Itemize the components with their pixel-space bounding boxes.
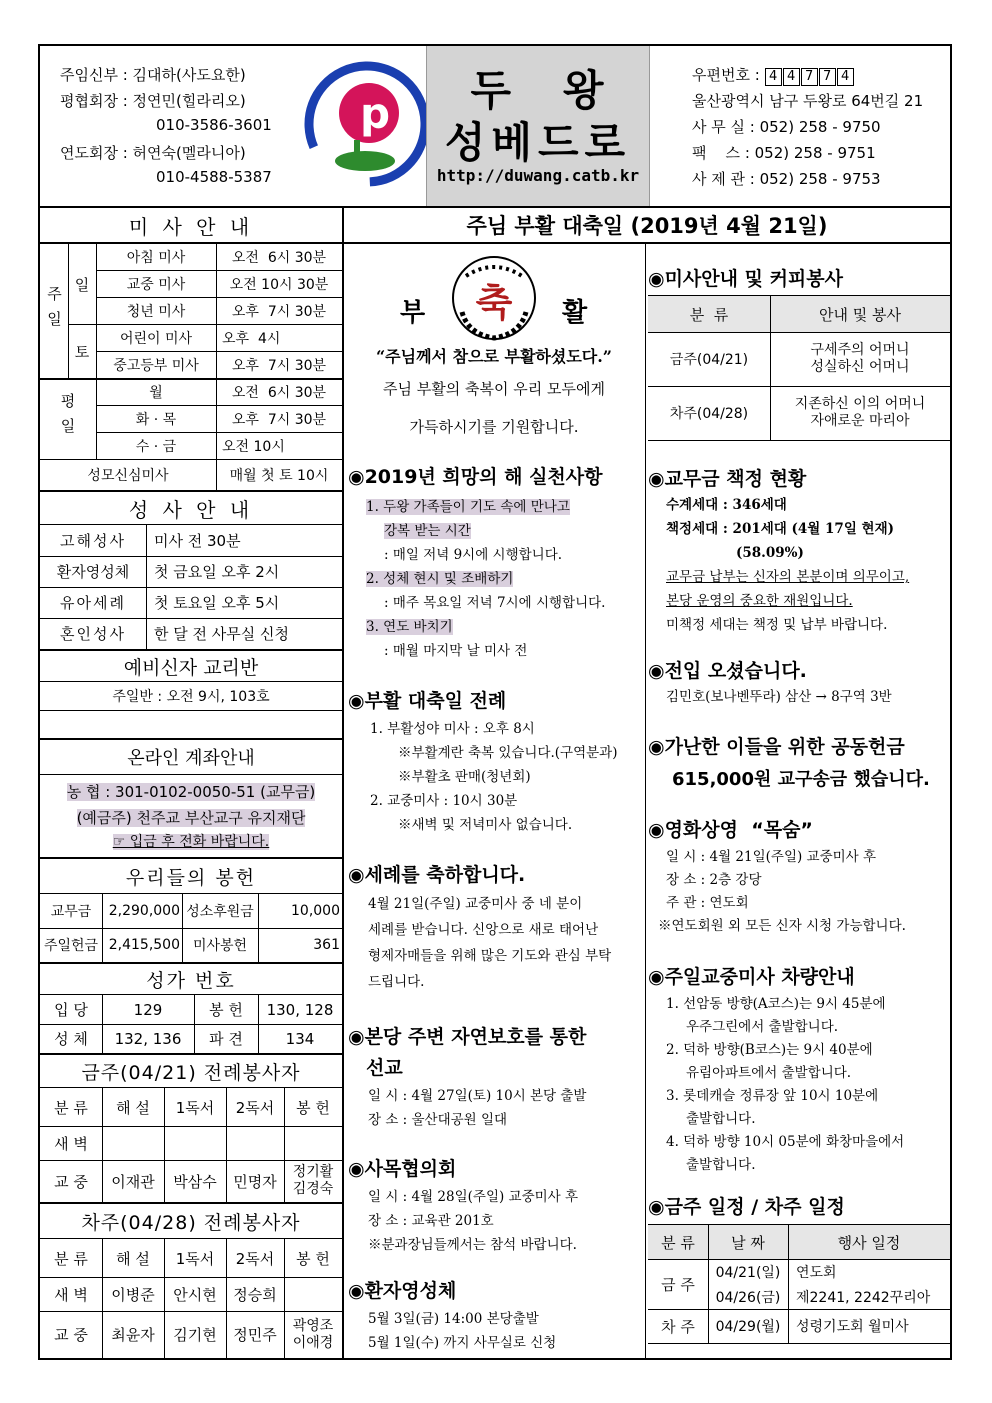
welcome-title: ◉전입 오셨습니다. xyxy=(648,660,807,682)
bus-line: 4. 덕하 방향 10시 05분에 화창마을에서 xyxy=(666,1134,905,1150)
servers-header: 1독서 xyxy=(175,1249,215,1268)
mass-name: 교중 미사 xyxy=(126,277,186,293)
mass-time: 오후 7시 30분 xyxy=(231,304,327,320)
schedule-header: 행사 일정 xyxy=(788,1225,950,1259)
schedule-header: 날 짜 xyxy=(708,1225,788,1259)
to-label: 토 xyxy=(74,342,90,361)
account-note: ☞ 입금 후 전화 바랍니다. xyxy=(112,834,270,850)
mass-time: 오전 10시 30분 xyxy=(229,277,329,293)
easter-left-char: 부 xyxy=(400,298,426,328)
coffee-week: 금주(04/21) xyxy=(669,352,749,368)
title-box xyxy=(426,46,650,206)
fax-number: 팩 스 : 052) 258 - 9751 xyxy=(692,144,876,162)
baptism-line: 드립니다. xyxy=(368,974,425,990)
poor-title: ◉가난한 이들을 위한 공동헌금 xyxy=(648,736,905,758)
server-name: 최윤자 xyxy=(111,1326,155,1344)
mass-name: 아침 미사 xyxy=(126,250,186,266)
hope-detail: : 매주 목요일 저녁 7시에 시행합니다. xyxy=(384,595,606,611)
bus-line: 출발합니다. xyxy=(686,1111,756,1127)
servers-next-table xyxy=(40,1239,342,1358)
poor-line: 615,000원 교구송금 했습니다. xyxy=(672,769,930,790)
schedule-date: 04/21(일) xyxy=(715,1264,781,1281)
servers-category: 새 벽 xyxy=(54,1134,88,1153)
liturgy-line: 2. 교중미사 : 10시 30분 xyxy=(370,793,518,809)
coffee-section xyxy=(648,264,948,291)
pastoral-line: ※분과장님들께서는 참석 바랍니다. xyxy=(368,1237,577,1253)
servers-this-title: 금주(04/21) 전례봉사자 xyxy=(81,1061,301,1084)
mass-time: 오전 6시 30분 xyxy=(231,250,327,266)
sacrament-value: 첫 토요일 오후 5시 xyxy=(154,594,280,612)
postal-digit: 4 xyxy=(837,68,854,86)
servers-header: 해 설 xyxy=(116,1249,150,1268)
communion-title: ◉환자영성체 xyxy=(348,1280,457,1302)
servers-header: 분 류 xyxy=(54,1249,88,1268)
servers-category: 교 중 xyxy=(54,1326,88,1344)
mass-name: 수 · 금 xyxy=(135,439,177,455)
dues-line: 수계세대 : 346세대 xyxy=(666,497,787,513)
schedule-date: 04/29(월) xyxy=(715,1319,781,1335)
server-name: 민명자 xyxy=(233,1172,277,1191)
movie-line: 주 관 : 연도회 xyxy=(666,895,749,911)
bus-line: 유림아파트에서 출발합니다. xyxy=(686,1065,852,1081)
welcome-section xyxy=(648,656,948,705)
servers-category: 교 중 xyxy=(54,1172,88,1191)
dues-line: 책정세대 : 201세대 (4월 17일 현재) xyxy=(666,521,895,537)
schedule-week: 차 주 xyxy=(661,1317,695,1336)
account-number[interactable]: 농 협 : 301-0102-0050-51 (교무금) xyxy=(66,783,316,801)
baptism-title: ◉세례를 축하합니다. xyxy=(348,864,526,886)
main-title: 주님 부활 대축일 (2019년 4월 21일) xyxy=(466,214,828,238)
coffee-table xyxy=(648,295,950,441)
servers-header: 봉 헌 xyxy=(296,1249,330,1268)
poor-section xyxy=(648,732,948,791)
bus-line: 2. 덕하 방향(B코스)는 9시 40분에 xyxy=(666,1042,873,1058)
movie-line: 장 소 : 2층 강당 xyxy=(666,872,762,888)
schedule-table xyxy=(648,1224,950,1344)
rectory-phone: 사 제 관 : 052) 258 - 9753 xyxy=(692,170,881,188)
postal-digit: 4 xyxy=(783,68,800,86)
postal-digit: 7 xyxy=(819,68,836,86)
title-line-2: 성베드로 xyxy=(444,118,632,167)
dues-line: 미책정 세대는 책정 및 납부 바랍니다. xyxy=(666,617,888,633)
server-name: 정승희 xyxy=(233,1285,277,1304)
easter-right-char: 활 xyxy=(562,298,588,328)
schedule-event: 연도회 xyxy=(796,1264,837,1281)
servers-header: 봉 헌 xyxy=(296,1098,330,1117)
schedule-event: 제2241, 2242꾸리아 xyxy=(796,1289,931,1306)
mass-name: 월 xyxy=(149,385,163,401)
sacrament-value: 한 달 전 사무실 신청 xyxy=(154,625,289,643)
movie-section xyxy=(648,815,948,938)
sacrament-name: 고해성사 xyxy=(60,532,126,550)
mass-name: 중고등부 미사 xyxy=(113,358,199,374)
easter-block xyxy=(344,244,644,456)
server-name: 곽영조 이애경 xyxy=(292,1317,334,1351)
dues-line: 본당 운영의 중요한 재원입니다. xyxy=(666,593,853,609)
nature-title-1: ◉본당 주변 자연보호를 통한 xyxy=(348,1026,587,1048)
schedule-section xyxy=(648,1192,948,1219)
servers-header: 해 설 xyxy=(116,1098,150,1117)
schedule-header: 분 류 xyxy=(648,1225,708,1259)
mass-table xyxy=(40,244,342,490)
bus-section xyxy=(648,962,948,1177)
hymn-number: 129 xyxy=(133,1000,163,1019)
sacrament-name: 환자영성체 xyxy=(56,563,130,581)
easter-center-char: 축 xyxy=(475,280,513,325)
offering-label: 주일헌금 xyxy=(43,938,99,954)
offering-table xyxy=(40,894,342,962)
sunday-label-text: 주일 xyxy=(45,286,63,336)
schedule-event: 성령기도회 월미사 xyxy=(796,1319,909,1335)
header xyxy=(40,46,950,206)
hope-item: 강복 받는 시간 xyxy=(384,523,471,539)
council-line: 평협회장 : 정연민(힐라리오) xyxy=(60,92,246,110)
server-name: 정민주 xyxy=(233,1326,277,1344)
council-phone: 010-3586-3601 xyxy=(156,116,272,134)
bus-line: 1. 선암동 방향(A코스)는 9시 45분에 xyxy=(666,996,886,1012)
hymn-label: 입 당 xyxy=(54,1001,88,1019)
coffee-title: ◉미사안내 및 커피봉사 xyxy=(648,268,843,290)
baptism-line: 4월 21일(주일) 교중미사 중 네 분이 xyxy=(368,896,583,912)
nature-title-2: 선교 xyxy=(366,1057,403,1079)
sacrament-value: 첫 금요일 오후 2시 xyxy=(154,563,280,581)
hymn-number: 130, 128 xyxy=(266,1000,334,1019)
nature-line: 일 시 : 4월 27일(토) 10시 본당 출발 xyxy=(368,1088,587,1104)
servers-this-table xyxy=(40,1088,342,1202)
communion-line: 5월 3일(금) 14:00 본당출발 xyxy=(368,1311,539,1327)
weekday-label xyxy=(40,378,96,458)
offering-amount: 2,415,500 xyxy=(108,937,180,953)
dues-line: (58.09%) xyxy=(736,545,804,561)
easter-quote: “주님께서 참으로 부활하셨도다.” xyxy=(375,347,613,366)
server-name: 정기활 김경숙 xyxy=(292,1164,334,1197)
mass-time: 오후 7시 30분 xyxy=(231,358,327,374)
schedule-title: ◉금주 일정 / 차주 일정 xyxy=(648,1196,845,1218)
address: 울산광역시 남구 두왕로 64번길 21 xyxy=(692,92,924,110)
hope-detail: : 매월 마지막 날 미사 전 xyxy=(384,643,528,659)
easter-line-1: 주님 부활의 축복이 우리 모두에게 xyxy=(383,380,605,398)
servers-header: 1독서 xyxy=(175,1098,215,1117)
pastor-line: 주임신부 : 김대하(사도요한) xyxy=(60,66,246,84)
server-name: 김기현 xyxy=(173,1326,217,1344)
offering-label: 미사봉헌 xyxy=(192,938,248,954)
easter-line-2: 가득하시기를 기원합니다. xyxy=(409,418,579,436)
dues-section xyxy=(648,464,948,637)
movie-line: ※연도회원 외 모든 신자 시청 가능합니다. xyxy=(658,918,906,934)
baptism-line: 세례를 받습니다. 신앙으로 새로 태어난 xyxy=(368,922,599,938)
mass-name: 화 · 목 xyxy=(135,412,177,428)
servers-next-title: 차주(04/28) 전례봉사자 xyxy=(81,1211,301,1234)
hymn-table xyxy=(40,995,342,1053)
baptism-section xyxy=(348,860,644,995)
movie-line: 일 시 : 4월 21일(주일) 교중미사 후 xyxy=(666,849,877,865)
nature-section xyxy=(348,1022,644,1132)
hope-item: 1. 두왕 가족들이 기도 속에 만나고 xyxy=(366,499,570,515)
movie-title: ◉영화상영 “목숨” xyxy=(648,819,813,841)
coffee-server-name: 자애로운 마리아 xyxy=(810,413,910,429)
mass-time: 오전 6시 30분 xyxy=(231,385,327,401)
coffee-header: 분 류 xyxy=(648,296,770,332)
liturgy-line: ※새벽 및 저녁미사 없습니다. xyxy=(398,817,573,833)
pastoral-title: ◉사목협의회 xyxy=(348,1158,457,1180)
hope-section xyxy=(348,462,644,663)
offering-title: 우리들의 봉헌 xyxy=(125,866,257,889)
wreath-icon xyxy=(448,252,540,344)
hymn-label: 봉 헌 xyxy=(209,1001,243,1019)
coffee-header: 안내 및 봉사 xyxy=(770,296,950,332)
offering-amount: 10,000 xyxy=(291,903,340,919)
servers-header: 2독서 xyxy=(235,1098,275,1117)
mass-time: 오전 10시 xyxy=(222,439,285,455)
title-line-1: 두 왕 xyxy=(470,66,606,115)
account-holder: (예금주) 천주교 부산교구 유지재단 xyxy=(76,809,306,827)
offering-label: 교무금 xyxy=(50,904,92,920)
server-name: 안시현 xyxy=(173,1285,217,1304)
bus-title: ◉주일교중미사 차량안내 xyxy=(648,966,855,988)
offering-label: 성소후원금 xyxy=(186,904,254,920)
parish-logo-icon xyxy=(302,58,432,188)
server-name: 이재관 xyxy=(111,1172,155,1191)
catechumen-line: 주일반 : 오전 9시, 103호 xyxy=(112,689,270,705)
welcome-line: 김민호(보나벤뚜라) 삼산 → 8구역 3반 xyxy=(666,689,892,705)
baptism-line: 형제자매들을 위해 많은 기도와 관심 부탁 xyxy=(368,948,612,964)
svg-text:p: p xyxy=(360,89,391,138)
weekday-label-text: 평일 xyxy=(58,393,77,443)
sacrament-table xyxy=(40,525,342,649)
dues-title: ◉교무금 책정 현황 xyxy=(648,468,807,490)
communion-line: 5월 1일(수) 까지 사무실로 신청 xyxy=(368,1335,557,1351)
liturgy-line: 1. 부활성야 미사 : 오후 8시 xyxy=(370,721,535,737)
hope-item: 3. 연도 바치기 xyxy=(366,619,453,635)
hope-item: 2. 성체 현시 및 조배하기 xyxy=(366,571,514,587)
liturgy-line: ※부활계란 축복 있습니다.(구역분과) xyxy=(398,745,618,761)
postal-row xyxy=(692,64,855,86)
website-url[interactable]: http://duwang.catb.kr xyxy=(436,166,640,185)
offering-amount: 2,290,000 xyxy=(108,903,180,919)
account-box xyxy=(40,775,342,857)
schedule-date: 04/26(금) xyxy=(715,1289,781,1306)
yeondo-phone: 010-4588-5387 xyxy=(156,168,272,186)
dues-line: 교무금 납부는 신자의 본분이며 의무이고, xyxy=(666,569,910,585)
sacrament-name: 혼인성사 xyxy=(60,625,126,643)
server-name: 이병준 xyxy=(111,1285,155,1304)
coffee-servers xyxy=(770,332,950,386)
nature-line: 장 소 : 울산대공원 일대 xyxy=(368,1112,508,1128)
hymn-title: 성가 번호 xyxy=(146,969,236,992)
mass-time: 오후 4시 xyxy=(222,331,281,347)
hymn-number: 132, 136 xyxy=(114,1029,182,1048)
catechumen-title: 예비신자 교리반 xyxy=(123,656,259,679)
hymn-number: 134 xyxy=(285,1029,315,1048)
heart-mass-time: 매월 첫 토 10시 xyxy=(229,468,329,484)
server-name: 박삼수 xyxy=(173,1172,217,1191)
coffee-week: 차주(04/28) xyxy=(669,406,749,422)
coffee-server-name: 성실하신 어머니 xyxy=(810,359,910,375)
pastoral-line: 일 시 : 4월 28일(주일) 교중미사 후 xyxy=(368,1189,579,1205)
sunday-label xyxy=(40,244,68,378)
bus-line: 3. 롯데캐슬 정류장 앞 10시 10분에 xyxy=(666,1088,879,1104)
sacrament-value: 미사 전 30분 xyxy=(154,532,241,550)
heart-mass-name: 성모신심미사 xyxy=(87,468,169,484)
sacrament-title: 성 사 안 내 xyxy=(128,497,254,522)
servers-category: 새 벽 xyxy=(54,1285,88,1304)
servers-header: 2독서 xyxy=(235,1249,275,1268)
account-title: 온라인 계좌안내 xyxy=(127,748,255,769)
coffee-server-name: 구세주의 어머니 xyxy=(810,342,910,359)
mass-guide-title: 미 사 안 내 xyxy=(128,214,254,239)
postal-digit: 4 xyxy=(765,68,782,86)
offering-amount: 361 xyxy=(313,937,340,953)
hope-detail: : 매일 저녁 9시에 시행합니다. xyxy=(384,547,563,563)
coffee-servers xyxy=(770,386,950,440)
coffee-server-name: 지존하신 이의 어머니 xyxy=(794,396,926,413)
il-label: 일 xyxy=(74,275,90,294)
bus-line: 우주그린에서 출발합니다. xyxy=(686,1019,839,1035)
postal-label: 우편번호 : xyxy=(692,66,760,84)
hymn-label: 성 체 xyxy=(54,1030,88,1048)
sacrament-name: 유아세례 xyxy=(60,594,126,612)
yeondo-line: 연도회장 : 허연숙(멜라니아) xyxy=(60,144,246,162)
mass-name: 청년 미사 xyxy=(126,304,186,320)
communion-section xyxy=(348,1276,644,1355)
liturgy-title: ◉부활 대축일 전례 xyxy=(348,690,507,712)
schedule-week: 금 주 xyxy=(661,1275,695,1294)
hymn-label: 파 견 xyxy=(209,1030,243,1048)
postal-digit: 7 xyxy=(801,68,818,86)
hope-title: ◉2019년 희망의 해 실천사항 xyxy=(348,466,603,488)
mass-name: 어린이 미사 xyxy=(119,331,193,347)
liturgy-section xyxy=(348,686,644,837)
pastoral-line: 장 소 : 교육관 201호 xyxy=(368,1213,494,1229)
mass-time: 오후 7시 30분 xyxy=(231,412,327,428)
liturgy-line: ※부활초 판매(청년회) xyxy=(398,769,531,785)
servers-header: 분 류 xyxy=(54,1098,88,1117)
bus-line: 출발합니다. xyxy=(686,1157,756,1173)
pastoral-section xyxy=(348,1154,644,1257)
office-phone: 사 무 실 : 052) 258 - 9750 xyxy=(692,118,881,136)
